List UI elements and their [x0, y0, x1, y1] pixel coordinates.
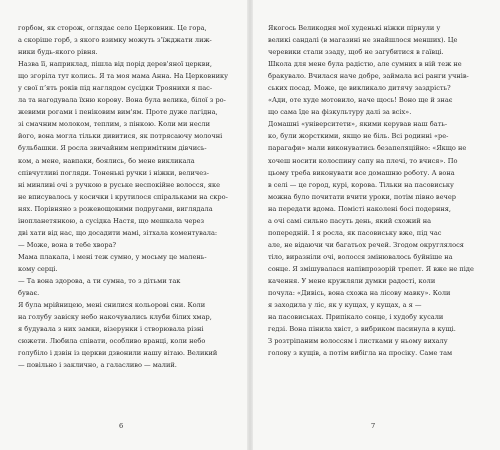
- text-line: а скоріше горб, з якого взимку можуть з’їжджати лиж-: [18, 36, 212, 45]
- text-line: Мама плакала, і мені теж сумно, у мосьму це малень-: [18, 252, 207, 261]
- text-line: ських посад. Може, це викликало дитячу заздрість?: [268, 84, 451, 93]
- text-line: а очі самі сильно пасуть день, який схожий на: [268, 216, 432, 225]
- left-page: [18, 22, 230, 432]
- text-line: буває.: [18, 289, 40, 298]
- text-line: я будувала з них замки, візерунки і створювала різні: [18, 325, 204, 334]
- text-line: хочеш носити колоспину сапу на плечі, то вчися». По: [268, 156, 458, 165]
- text-line: тіло, виразніли очі, волосся змінювалось буйніше на: [268, 252, 453, 261]
- text-line: Домашні «університети», якими керував наш бать-: [268, 120, 448, 129]
- text-line: — Може, вона в тебе хвора?: [18, 240, 117, 249]
- text-line: сонце. Я змішувалася напівпрозорій трепет. Я вже не піде: [268, 264, 474, 273]
- text-line: співчутливі погляди. Тоненькі ручки і ніжки, величез-: [18, 168, 209, 177]
- text-line: Назва її, наприклад, пішла від порід дерев'яної церкви,: [18, 60, 212, 69]
- book-gutter: [247, 0, 253, 450]
- right-page-text: [268, 22, 480, 359]
- text-line: — Та вона здорова, а ти сумна, то з дітьми так: [18, 276, 181, 285]
- text-line: Я була мрійницею, мені снилися кольорові сни. Коли: [18, 301, 206, 310]
- left-page-number: 6: [119, 422, 124, 430]
- text-line: бракувало. Вчилася наче добре, займала всі ранги учнів-: [268, 72, 469, 81]
- text-line: не вписувалось у косички і крутилося спіральками на скро-: [18, 192, 228, 201]
- text-line: ники будь-якого рівня.: [18, 48, 98, 57]
- text-line: горбом, як сторож, оглядає село Церковник. Це гора,: [18, 24, 207, 32]
- text-line: Школа для мене була радістю, але сумних в ній теж не: [268, 60, 462, 69]
- text-line: зі смачним молоком, теплим, з пінкою. Коли ми несли: [18, 120, 211, 129]
- text-line: в селі — це город, курі, корова. Тільки на пасовиську: [268, 180, 454, 189]
- text-line: ла та нагодувала їхню корову. Вона була велика, білої з ро-: [18, 96, 226, 105]
- text-line: попередній. І я росла, як пасовиську вже, під час: [268, 228, 442, 237]
- text-line: Якогось Великодня мої худенькі ніжки пірнули у: [268, 24, 441, 32]
- text-line: можна було почитати вчити уроки, потім півно вечер: [268, 192, 457, 201]
- text-line: ко, були жорсткими, якщо не біль. Всі родинні «ре-: [268, 132, 449, 141]
- text-line: цьому треба виконувати все домашню роботу. А вона: [268, 168, 455, 177]
- text-line: його, вона могла тільки дивитися, як потрясаючу молочні: [18, 132, 223, 141]
- text-line: «Ади, оте худе мотовило, наче щось! Воно ще й знає: [268, 96, 453, 105]
- text-line: нях. Порівняно з рожевощокими подругами, виглядала: [18, 204, 213, 213]
- text-line: що сама їде на фізкультуру далі за всіх».: [268, 108, 412, 117]
- text-line: бульбашки. Я росла звичайним непримітним дівчись-: [18, 144, 207, 153]
- text-line: у свої п’ять років під наглядом сусідки Троянихи я пас-: [18, 84, 213, 93]
- text-line: інопланетянкою, а сусідка Настя, що мешкала через: [18, 216, 205, 225]
- text-line: качення. У мене кружляли думки радості, коли: [268, 276, 436, 285]
- text-line: парагафи» мали виконуватись безапеляційно: «Якщо не: [268, 144, 467, 153]
- text-line: ні минливі очі з ручкою в руське неспокійне волосся, яке: [18, 180, 221, 189]
- text-line: на передати вдома. Помісті наколені босі подерння,: [268, 204, 452, 213]
- text-line: жевими рогами і пеніковим вим'ям. Проте дуже лагідна,: [18, 108, 218, 117]
- text-line: голубіло і дзвін із церкви дзвонили нашу вітаю. Великий: [18, 349, 218, 358]
- text-line: великі сандалі (в магазині не знайшлося менших). Це: [268, 36, 458, 45]
- right-page-number: 7: [371, 422, 376, 430]
- text-line: голову з кущів, а потім вибігла на просіку. Саме там: [268, 349, 453, 358]
- text-line: на пасовиськах. Припікало сонце, і худобу кусали: [268, 313, 444, 322]
- text-line: ком, а мене, навпаки, боялись, бо мене викликала: [18, 156, 195, 165]
- text-line: черевики стали ззаду, щоб не загубитися в гаївці.: [268, 48, 444, 57]
- text-line: дві хати від нас, що досадити мамі, зітхала коментувала:: [18, 228, 218, 237]
- left-page-text: [18, 22, 230, 371]
- text-line: на голубу завіску небо накочувались клуби білих хмар,: [18, 313, 212, 322]
- text-line: що згоріла тут колись. Я та моя мама Анна. На Церковнику: [18, 72, 228, 81]
- text-line: гедзі. Вона пінила хвіст, з вибриком пасинула в кущі.: [268, 325, 456, 334]
- text-line: я заходила у ліс, як у кущах, у кущах, а я —: [268, 301, 422, 310]
- text-line: сюжети. Любила співати, особливо вранці, коли небо: [18, 337, 206, 346]
- text-line: але, не відаючи чи багатьох речей. Згодом округлялося: [268, 240, 464, 249]
- text-line: почула: «Дивісь, вона схожа на лісову мавку». Коли: [268, 289, 451, 298]
- right-page: [268, 22, 480, 432]
- text-line: З розтріпаним волоссям і листками у ньому вихалу: [268, 337, 448, 346]
- text-line: — повільно і заклично, а галасливо — малий.: [18, 361, 177, 370]
- text-line: кому серці.: [18, 264, 58, 273]
